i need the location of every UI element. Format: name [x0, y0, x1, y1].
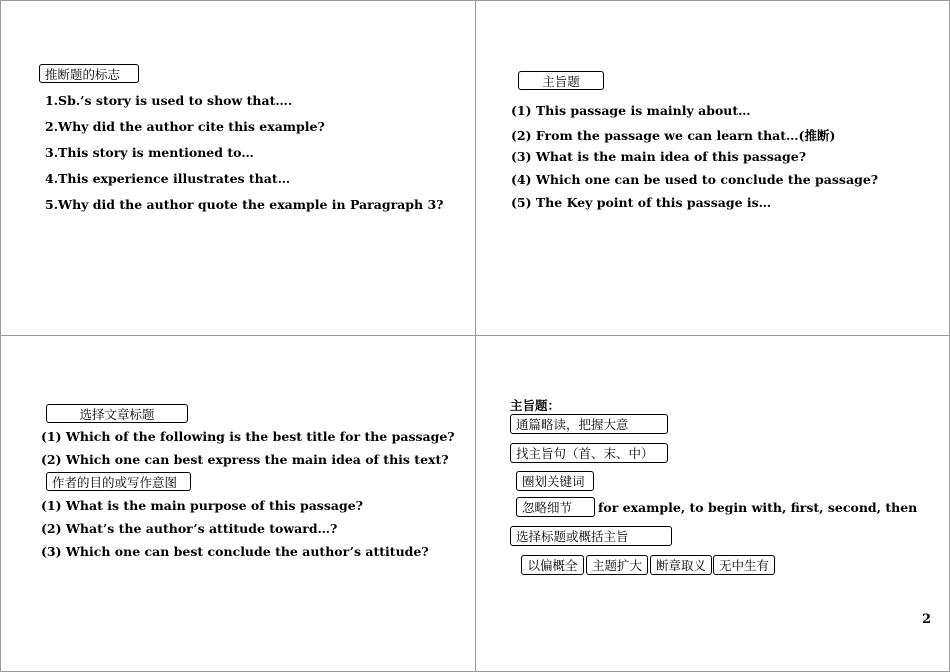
inference-heading: 推断题的标志: [39, 64, 139, 83]
title-select-item-1: (1) Which of the following is the best title for the passage?: [41, 429, 455, 444]
main-idea-item-5: (5) The Key point of this passage is…: [511, 195, 772, 210]
strategy-label: 主旨题：: [510, 398, 561, 413]
panel-title-select: [0, 335, 476, 672]
title-select-heading: 选择文章标题: [46, 404, 188, 423]
strategy-choose: 选择标题或概括主旨: [510, 526, 672, 546]
trap-out-of-context: 断章取义: [650, 555, 712, 575]
main-idea-item-2: (2) From the passage we can learn that…(推断): [511, 128, 836, 143]
trap-expand: 主题扩大: [586, 555, 648, 575]
main-idea-heading: 主旨题: [518, 71, 604, 90]
inference-item-3: 3.This story is mentioned to…: [45, 145, 254, 160]
panel-strategy: [475, 335, 950, 672]
strategy-step-skim: 通篇略读，把握大意: [510, 414, 668, 434]
purpose-item-3: (3) Which one can best conclude the author’s attitude?: [41, 544, 429, 559]
trap-partial: 以偏概全: [521, 555, 584, 575]
strategy-step-ignore-details: 忽略细节: [516, 497, 595, 517]
inference-item-5: 5.Why did the author quote the example in Paragraph 3?: [45, 197, 444, 212]
inference-item-4: 4.This experience illustrates that…: [45, 171, 291, 186]
panel-main-idea: [475, 0, 950, 336]
title-select-item-2: (2) Which one can best express the main idea of this text?: [41, 452, 449, 467]
inference-item-2: 2.Why did the author cite this example?: [45, 119, 325, 134]
ignore-details-note: for example, to begin with, first, second, then: [598, 500, 918, 515]
main-idea-item-4: (4) Which one can be used to conclude the passage?: [511, 172, 879, 187]
panel-inference: [0, 0, 476, 336]
main-idea-item-1: (1) This passage is mainly about…: [511, 103, 751, 118]
trap-fabricate: 无中生有: [713, 555, 775, 575]
strategy-step-topic-sentence: 找主旨句（首、末、中）: [510, 443, 668, 463]
main-idea-item-3: (3) What is the main idea of this passage?: [511, 149, 807, 164]
purpose-heading: 作者的目的或写作意图: [46, 472, 191, 491]
inference-item-1: 1.Sb.’s story is used to show that….: [45, 93, 293, 108]
purpose-item-2: (2) What’s the author’s attitude toward…?: [41, 521, 338, 536]
page-number: 2: [922, 612, 932, 627]
purpose-item-1: (1) What is the main purpose of this passage?: [41, 498, 363, 513]
strategy-step-keywords: 圈划关键词: [516, 471, 594, 491]
